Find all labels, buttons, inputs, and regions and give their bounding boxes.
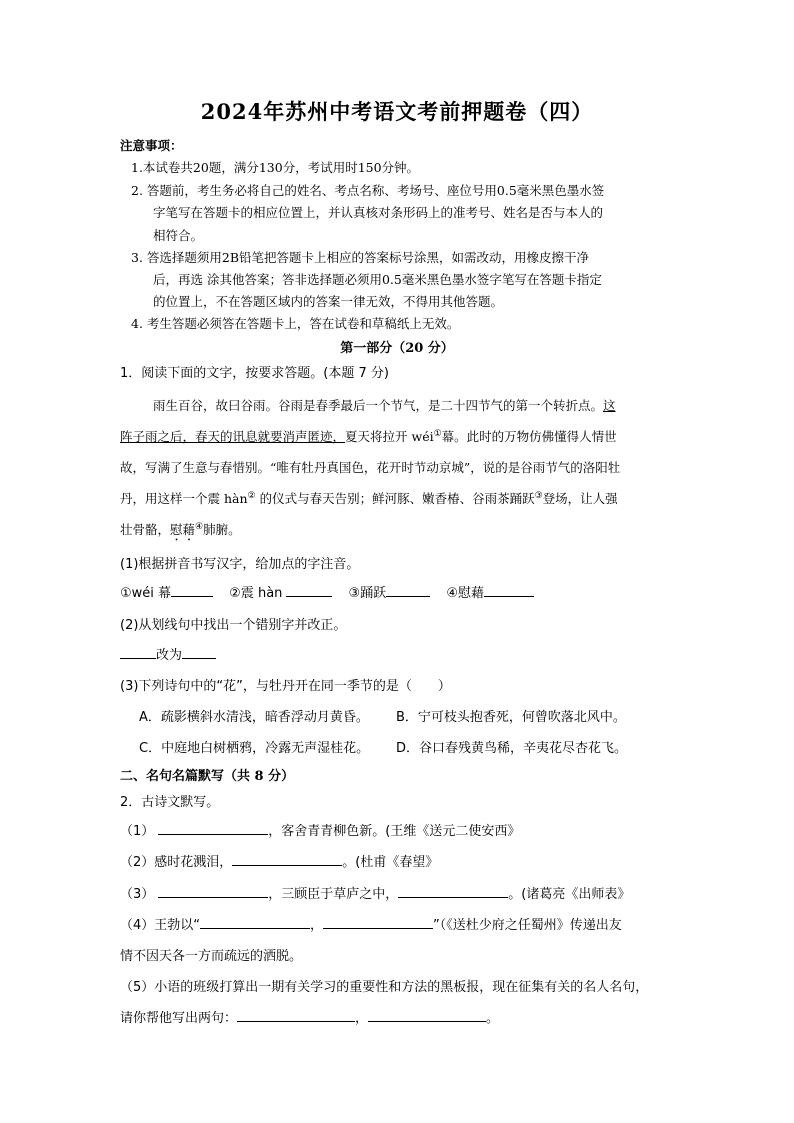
recitation-item-5: （5）小语的班级打算出一期有关学习的重要性和方法的黑板报，现在征集有关的名人名句，: [120, 980, 649, 995]
note-2-line-2: 字笔写在答题卡的相应位置上，并认真核对条形码上的准考号、姓名是否与本人的: [153, 205, 604, 220]
exam-title: 2024年苏州中考语文考前押题卷（四）: [200, 99, 594, 124]
answer-blank[interactable]: [323, 916, 433, 929]
question-1-stem: 1．阅读下面的文字，按要求答题。(本题 7 分): [120, 366, 389, 381]
note-3-line-1: 3. 答选择题须用2B铅笔把答题卡上相应的答案标号涂黑，如需改动，用橡皮擦干净: [131, 250, 590, 265]
answer-blank[interactable]: [171, 584, 213, 597]
sub-question-2: (2)从划线句中找出一个错别字并改正。: [120, 618, 347, 633]
passage-line-1: 雨生百谷，故曰谷雨。谷雨是春季最后一个节气，是二十四节气的第一个转折点。这: [153, 398, 616, 413]
sub-question-1: (1)根据拼音书写汉字，给加点的字注音。: [120, 557, 360, 572]
passage-line-4: 丹，用这样一个震 hàn② 的仪式与春天告别；鲜河豚、嫩香椿、谷雨茶踊跃③登场，让人强: [120, 490, 618, 506]
underlined-sentence: 阵子雨之后，春天的讯息就要消声匿迹，: [120, 429, 346, 444]
recitation-item-4: （4）王勃以“ ， ”（《送杜少府之任蜀州》传递出友: [120, 918, 622, 933]
answer-blank[interactable]: [232, 853, 342, 866]
recitation-item-5-cont: 请你帮他写出两句： ， 。: [120, 1011, 500, 1026]
answer-blank[interactable]: [182, 646, 216, 659]
answer-blank[interactable]: [368, 1009, 486, 1022]
option-c: C．中庭地白树栖鸦，冷露无声湿桂花。: [139, 741, 370, 756]
part2-heading: 二、名句名篇默写（共 8 分）: [120, 769, 295, 784]
answer-blank[interactable]: [120, 646, 156, 659]
answer-blank[interactable]: [158, 822, 268, 835]
option-d: D．谷口春残黄鸟稀，辛夷花尽杏花飞。: [396, 741, 628, 756]
passage-line-5: 壮骨骼，慰藉④肺腑。: [120, 521, 241, 537]
part1-heading: 第一部分（20 分）: [340, 341, 454, 356]
answer-blank[interactable]: [286, 584, 332, 597]
option-b: B．宁可枝头抱香死，何曾吹落北风中。: [396, 710, 626, 725]
note-3-line-2: 后，再选 涂其他答案；答非选择题必须用0.5毫米黑色墨水签字笔写在答题卡指定: [153, 272, 602, 287]
passage-line-3: 故，写满了生意与春惜别。“唯有牡丹真国色，花开时节动京城”，说的是谷雨节气的洛阳牡: [120, 460, 621, 475]
recitation-item-1: （1） ，客舍青青柳色新。(王维《送元二使安西》: [120, 824, 521, 839]
answer-blank[interactable]: [200, 916, 310, 929]
answer-blank[interactable]: [237, 1009, 355, 1022]
note-1: 1.本试卷共20题，满分130分，考试用时150分钟。: [131, 160, 420, 175]
note-2-line-1: 2. 答题前，考生务必将自己的姓名、考点名称、考场号、座位号用0.5毫米黑色墨水签: [131, 183, 605, 198]
note-2-line-3: 相符合。: [153, 228, 204, 243]
sub-question-3: (3)下列诗句中的“花”，与牡丹开在同一季节的是（ ）: [120, 679, 451, 694]
note-3-line-3: 的位置上，不在答题区域内的答案一律无效，不得用其他答题。: [153, 294, 504, 309]
recitation-item-3: （3） ，三顾臣于草庐之中， 。(诸葛亮《出师表》: [120, 887, 631, 902]
answer-blank[interactable]: [386, 584, 430, 597]
note-4: 4. 考生答题必须答在答题卡上，答在试卷和草稿纸上无效。: [131, 316, 460, 331]
recitation-item-2: （2）感时花溅泪， 。(杜甫《春望》: [120, 855, 439, 870]
sub-question-2-answer: 改为: [120, 644, 216, 663]
question-2-stem: 2．古诗文默写。: [120, 795, 220, 810]
answer-blank[interactable]: [158, 885, 268, 898]
notes-heading: 注意事项：: [120, 138, 183, 153]
answer-blank[interactable]: [484, 584, 534, 597]
recitation-item-4-cont: 情不因天各一方而疏远的洒脱。: [120, 949, 303, 964]
passage-line-2: 阵子雨之后，春天的讯息就要消声匿迹，夏天将拉开 wéi①幕。此时的万物仿佛懂得人情世: [120, 428, 617, 444]
answer-blank[interactable]: [398, 885, 508, 898]
option-a: A．疏影横斜水清浅，暗香浮动月黄昏。: [139, 710, 369, 725]
sub-question-1-items: ①wéi 幕 ②震 hàn ③踊跃 ④慰藉: [120, 582, 534, 601]
